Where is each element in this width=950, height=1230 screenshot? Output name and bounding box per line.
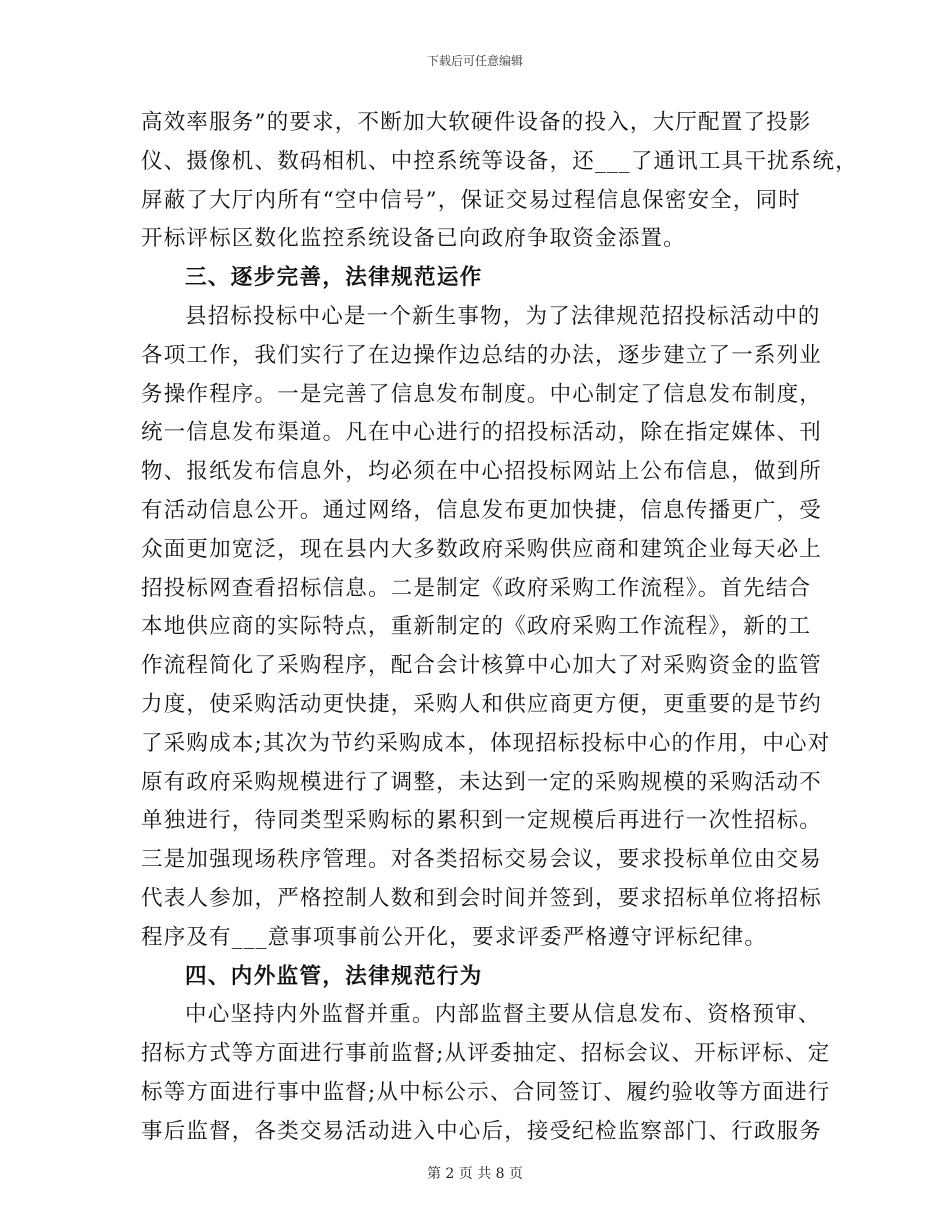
section-heading: 四、内外监管，法律规范行为: [185, 963, 483, 989]
paragraph-line: 原有政府采购规模进行了调整，未达到一定的采购规模的采购活动不: [141, 769, 823, 795]
paragraph-line: 招标方式等方面进行事前监督;从评委抽定、招标会议、开标评标、定: [141, 1041, 831, 1067]
paragraph-line: 众面更加宽泛，现在县内大多数政府采购供应商和建筑企业每天必上: [141, 536, 823, 562]
paragraph-line: 物、报纸发布信息外，均必须在中心招投标网站上公布信息，做到所: [141, 459, 823, 485]
paragraph-line: 标等方面进行事中监督;从中标公示、合同签订、履约验收等方面进行: [141, 1079, 831, 1105]
paragraph-line: 有活动信息公开。通过网络，信息发布更加快捷，信息传播更广，受: [141, 497, 823, 523]
paragraph-line: 作流程简化了采购程序，配合会计核算中心加大了对采购资金的监管: [141, 653, 823, 679]
paragraph-line: 仪、摄像机、数码相机、中控系统等设备，还___了通讯工具干扰系统，: [141, 148, 858, 174]
paragraph-line: 中心坚持内外监督并重。内部监督主要从信息发布、资格预审、: [185, 1002, 821, 1028]
paragraph-line: 了采购成本;其次为节约采购成本，体现招标投标中心的作用，中心对: [141, 730, 831, 756]
paragraph-line: 事后监督，各类交易活动进入中心后，接受纪检监察部门、行政服务: [141, 1118, 823, 1144]
paragraph-line: 三是加强现场秩序管理。对各类招标交易会议，要求投标单位由交易: [141, 847, 823, 873]
paragraph-line: 单独进行，待同类型采购标的累积到一定规模后再进行一次性招标。: [141, 808, 823, 834]
document-body: [141, 104, 858, 1152]
paragraph-line: 县招标投标中心是一个新生事物，为了法律规范招投标活动中的: [185, 303, 821, 329]
paragraph-line: 务操作程序。一是完善了信息发布制度。中心制定了信息发布制度，: [141, 381, 823, 407]
paragraph-line: 力度，使采购活动更快捷，采购人和供应商更方便，更重要的是节约: [141, 691, 823, 717]
section-heading: 三、逐步完善，法律规范运作: [185, 265, 483, 291]
paragraph-line: 代表人参加，严格控制人数和到会时间并签到，要求招标单位将招标: [141, 885, 823, 911]
paragraph-line: 屏蔽了大厅内所有“空中信号”，保证交易过程信息保密安全，同时: [141, 187, 801, 213]
paragraph-line: 高效率服务”的要求，不断加大软硬件设备的投入，大厅配置了投影: [141, 110, 812, 135]
paragraph-line: 统一信息发布渠道。凡在中心进行的招投标活动，除在指定媒体、刊: [141, 420, 823, 446]
paragraph-line: 开标评标区数化监控系统设备已向政府争取资金添置。: [141, 226, 686, 252]
page-header: 下载后可任意编辑: [426, 54, 523, 68]
page-footer: 第 2 页 共 8 页: [426, 1166, 524, 1182]
paragraph-line: 程序及有___意事项事前公开化，要求评委严格遵守评标纪律。: [141, 924, 768, 950]
paragraph-line: 各项工作，我们实行了在边操作边总结的办法，逐步建立了一系列业: [141, 342, 823, 368]
paragraph-line: 招投标网查看招标信息。二是制定《政府采购工作流程》。首先结合: [141, 575, 812, 601]
paragraph-line: 本地供应商的实际特点，重新制定的《政府采购工作流程》，新的工: [141, 614, 812, 640]
